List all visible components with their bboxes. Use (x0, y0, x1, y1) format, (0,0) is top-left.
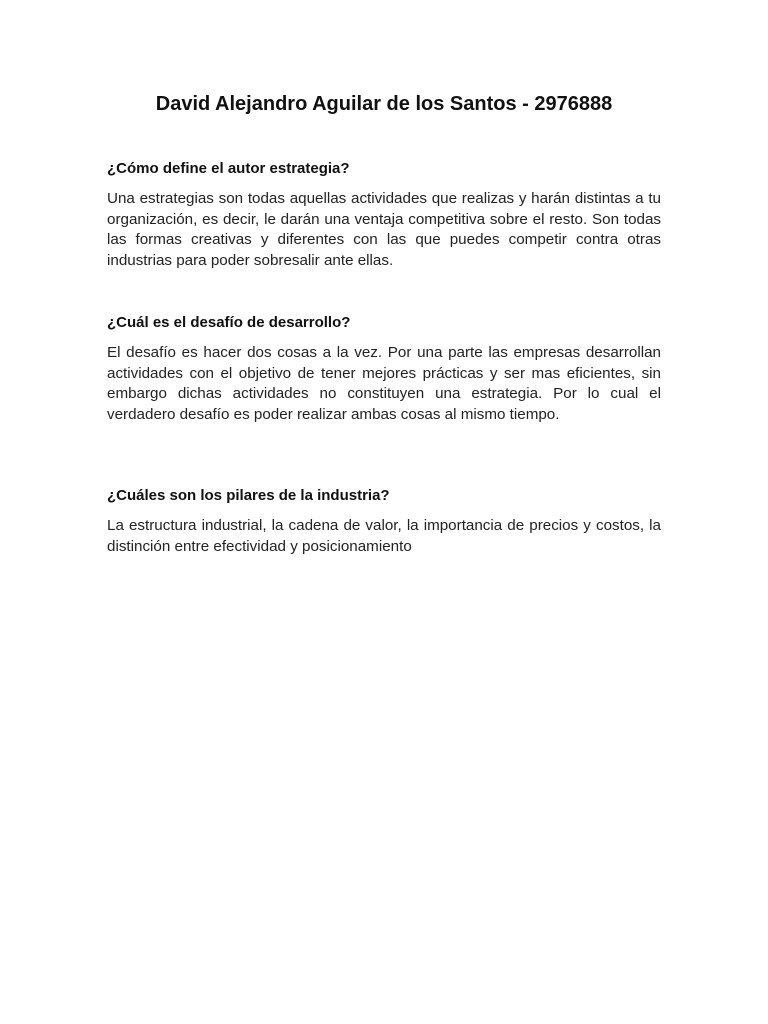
question-heading: ¿Cuáles son los pilares de la industria? (107, 487, 390, 504)
qa-section (107, 159, 661, 271)
document-title: David Alejandro Aguilar de los Santos - 2976888 (155, 93, 613, 115)
answer-paragraph: El desafío es hacer dos cosas a la vez. Por una parte las empresas desarrollan actividades con el objetivo de tener mejores prácticas y ser mas eficientes, sin embargo dichas actividades no constituyen una estrategia. Por lo cual el verdadero desafío es poder realizar ambas cosas al mismo tiempo. (107, 344, 661, 423)
qa-section (107, 486, 661, 557)
question-heading: ¿Cómo define el autor estrategia? (107, 160, 350, 177)
qa-section (107, 313, 661, 425)
question-heading: ¿Cuál es el desafío de desarrollo? (107, 314, 351, 331)
answer-paragraph: La estructura industrial, la cadena de valor, la importancia de precios y costos, la distinción entre efectividad y posicionamiento (107, 517, 661, 555)
answer-paragraph: Una estrategias son todas aquellas actividades que realizas y harán distintas a tu organización, es decir, le darán una ventaja competitiva sobre el resto. Son todas las formas creativas y diferentes con las que puedes competir contra otras industrias para poder sobresalir ante ellas. (107, 190, 661, 269)
